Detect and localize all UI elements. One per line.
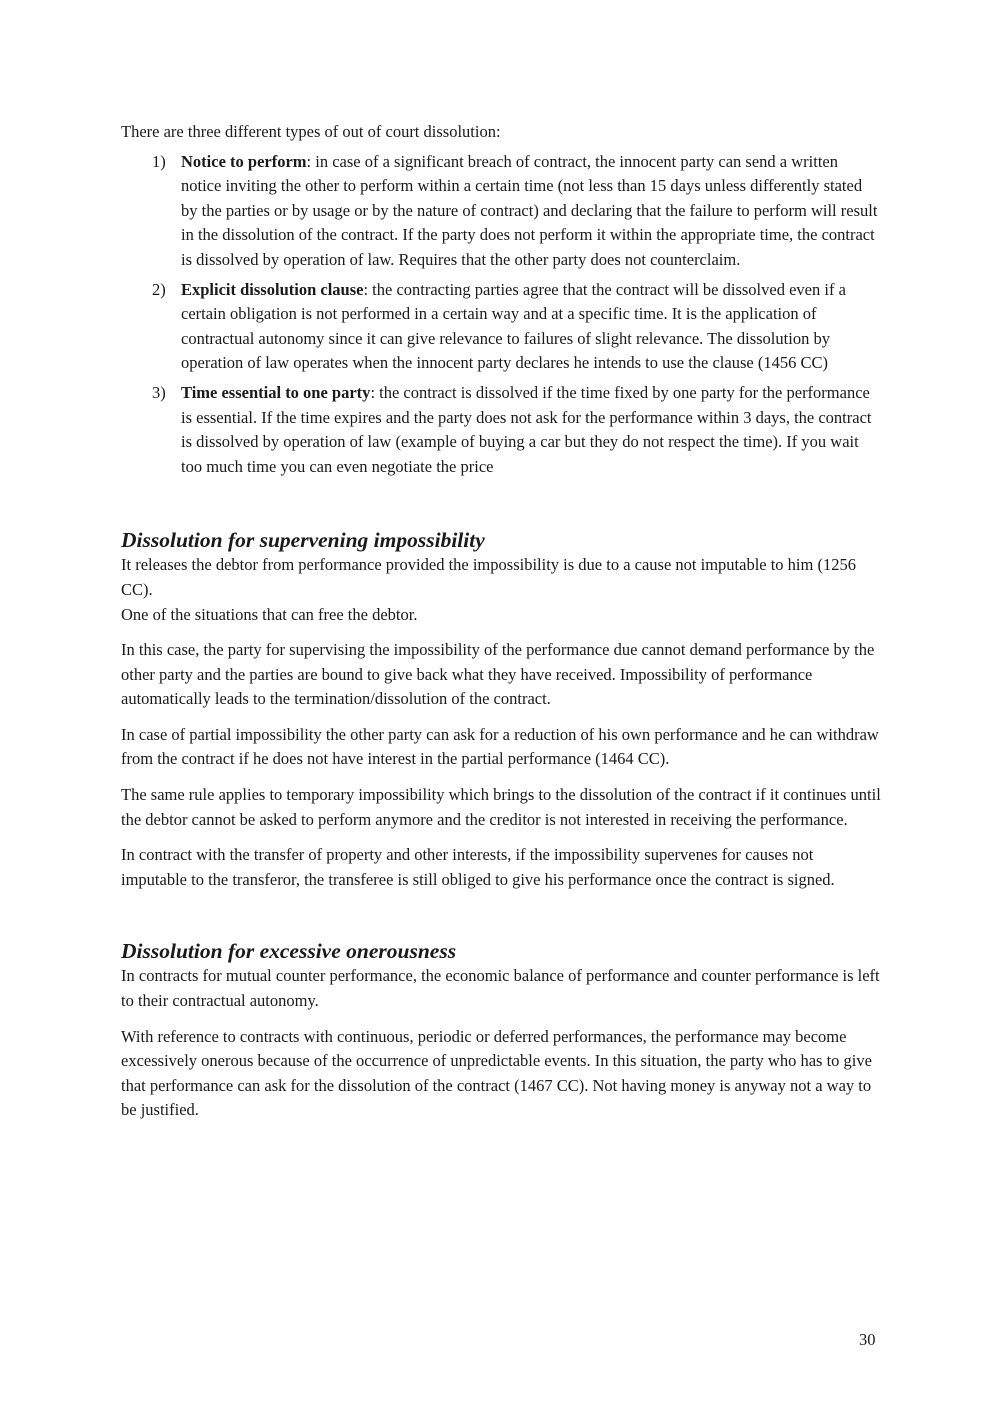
section-heading-impossibility: Dissolution for supervening impossibility	[121, 528, 485, 553]
list-item-term: Notice to perform	[181, 151, 307, 171]
paragraph: In contracts for mutual counter performance, the economic balance of performance and counter performance is left to their contractual autonomy.	[121, 966, 880, 1011]
page-body	[121, 120, 881, 1123]
list-item-text: : in case of a significant breach of contract, the innocent party can send a written notice inviting the other to perform within a certain time (not less than 15 days unless differently stated by the parties or by usage or by the nature of contract) and declaring that the failure to perform will result in the dissolution of the contract. If the party does not perform it within the appropriate time, the contract is dissolved by operation of law. Requires that the other party does not counterclaim.	[181, 151, 878, 269]
paragraph: One of the situations that can free the debtor.	[121, 604, 418, 624]
list-item	[121, 381, 881, 479]
list-item-term: Explicit dissolution clause	[181, 279, 364, 299]
list-item-text: : the contract is dissolved if the time fixed by one party for the performance is essential. If the time expires and the party does not ask for the performance within 3 days, the contract is dissolved by operation of law (example of buying a car but they do not respect the time). If you wait too much time you can even negotiate the price	[181, 382, 872, 476]
paragraph: The same rule applies to temporary impossibility which brings to the dissolution of the contract if it continues until the debtor cannot be asked to perform anymore and the creditor is not interested in receiving the performance.	[121, 785, 881, 829]
paragraph: In contract with the transfer of property and other interests, if the impossibility supervenes for causes not imputable to the transferor, the transferee is still obliged to give his performance once the contract is signed.	[121, 845, 835, 889]
list-item-number: 2)	[152, 279, 166, 299]
list-item-term: Time essential to one party	[181, 382, 371, 402]
paragraph: With reference to contracts with continuous, periodic or deferred performances, the performance may become excessively onerous because of the occurrence of unpredictable events. In this situation, the party who has to give that performance can ask for the dissolution of the contract (1467 CC). Not having money is anyway not a way to be justified.	[121, 1026, 872, 1120]
intro-paragraph: There are three different types of out of court dissolution:	[121, 122, 501, 141]
paragraph: In this case, the party for supervising the impossibility of the performance due cannot demand performance by the other party and the parties are bound to give back what they have received. Impossibility of performance automatically leads to the termination/dissolution of the contract.	[121, 640, 875, 709]
list-item	[121, 150, 881, 273]
list-item-text: : the contracting parties agree that the contract will be dissolved even if a certain obligation is not performed in a certain way and at a specific time. It is the application of contractual autonomy since it can give relevance to failures of slight relevance. The dissolution by operation of law operates when the innocent party declares he intends to use the clause (1456 CC)	[181, 279, 846, 373]
paragraph: In case of partial impossibility the other party can ask for a reduction of his own performance and he can withdraw from the contract if he does not have interest in the partial performance (1464 CC).	[121, 724, 879, 769]
paragraph: It releases the debtor from performance provided the impossibility is due to a cause not imputable to him (1256 CC).	[121, 555, 856, 599]
dissolution-types-list	[121, 150, 881, 480]
section-heading-onerousness: Dissolution for excessive onerousness	[121, 939, 457, 964]
page-number: 30	[859, 1330, 876, 1349]
list-item	[121, 278, 881, 376]
list-item-number: 3)	[152, 382, 166, 402]
list-item-number: 1)	[152, 151, 166, 171]
